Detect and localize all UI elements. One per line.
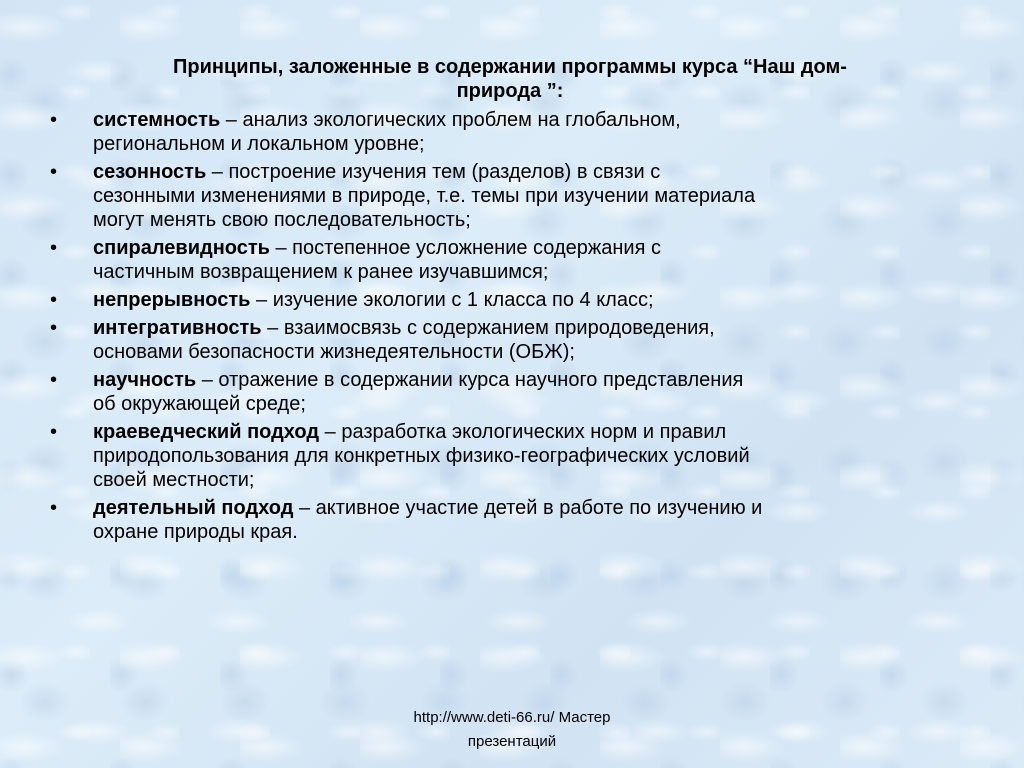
principle-term: интегративность <box>93 317 262 339</box>
slide-title <box>40 55 980 103</box>
list-item-first-line <box>93 368 970 392</box>
list-item <box>50 108 970 156</box>
list-item-first-line <box>93 316 970 340</box>
bullet-icon: • <box>50 109 58 131</box>
principle-term: непрерывность <box>93 289 251 311</box>
principle-description: – отражение в содержании курса научного представления <box>196 369 744 391</box>
bullet-icon: • <box>50 237 58 259</box>
principle-description-continuation: природопользования для конкретных физико-географических условий <box>93 445 750 467</box>
principle-description: – изучение экологии с 1 класса по 4 класс; <box>250 289 654 311</box>
principle-description: – построение изучения тем (разделов) в связи с <box>206 161 661 183</box>
principle-description: – анализ экологических проблем на глобальном, <box>220 109 681 131</box>
bullet-icon: • <box>50 289 58 311</box>
principle-description: – активное участие детей в работе по изучению и <box>293 497 763 519</box>
bullet-icon: • <box>50 369 58 391</box>
list-item-first-line <box>93 288 970 312</box>
principle-description: – разработка экологических норм и правил <box>319 421 727 443</box>
list-item-first-line <box>93 160 970 184</box>
principle-description-continuation: своей местности; <box>93 469 255 491</box>
bullet-icon: • <box>50 497 58 519</box>
list-item <box>50 420 970 492</box>
principle-description-continuation: основами безопасности жизнедеятельности (ОБЖ); <box>93 341 575 363</box>
principle-description-continuation: сезонными изменениями в природе, т.е. темы при изучении материала <box>93 185 756 207</box>
list-item <box>50 288 970 312</box>
principle-description-continuation: могут менять свою последовательность; <box>93 209 471 231</box>
list-item <box>50 368 970 416</box>
source-caption-line-1: http://www.deti-66.ru/ Мастер <box>413 709 611 726</box>
principle-term: системность <box>93 109 221 131</box>
bullet-icon: • <box>50 161 58 183</box>
list-item-first-line <box>93 420 970 444</box>
principle-description: – взаимосвязь с содержанием природоведения, <box>261 317 715 339</box>
list-item <box>50 496 970 544</box>
principle-description: – постепенное усложнение содержания с <box>269 237 661 259</box>
bullet-icon: • <box>50 317 58 339</box>
source-caption-line-2: презентаций <box>467 733 557 750</box>
list-item <box>50 316 970 364</box>
bullet-icon: • <box>50 421 58 443</box>
source-caption <box>362 706 662 754</box>
principle-description-continuation: охране природы края. <box>93 521 298 543</box>
principle-term: сезонность <box>93 161 207 183</box>
slide-title-line-2: природа ”: <box>456 80 564 102</box>
principle-term: спиралевидность <box>93 237 270 259</box>
list-item-first-line <box>93 236 970 260</box>
slide-title-line-1: Принципы, заложенные в содержании программы курса “Наш дом- <box>173 56 847 78</box>
principle-description-continuation: частичным возвращением к ранее изучавшимся; <box>93 261 549 283</box>
list-item <box>50 236 970 284</box>
principles-list <box>50 108 970 548</box>
list-item-first-line <box>93 496 970 520</box>
principle-description-continuation: об окружающей среде; <box>93 393 306 415</box>
principle-description-continuation: региональном и локальном уровне; <box>93 133 425 155</box>
principle-term: деятельный подход <box>93 497 294 519</box>
principle-term: научность <box>93 369 197 391</box>
list-item <box>50 160 970 232</box>
list-item-first-line <box>93 108 970 132</box>
principle-term: краеведческий подход <box>93 421 320 443</box>
